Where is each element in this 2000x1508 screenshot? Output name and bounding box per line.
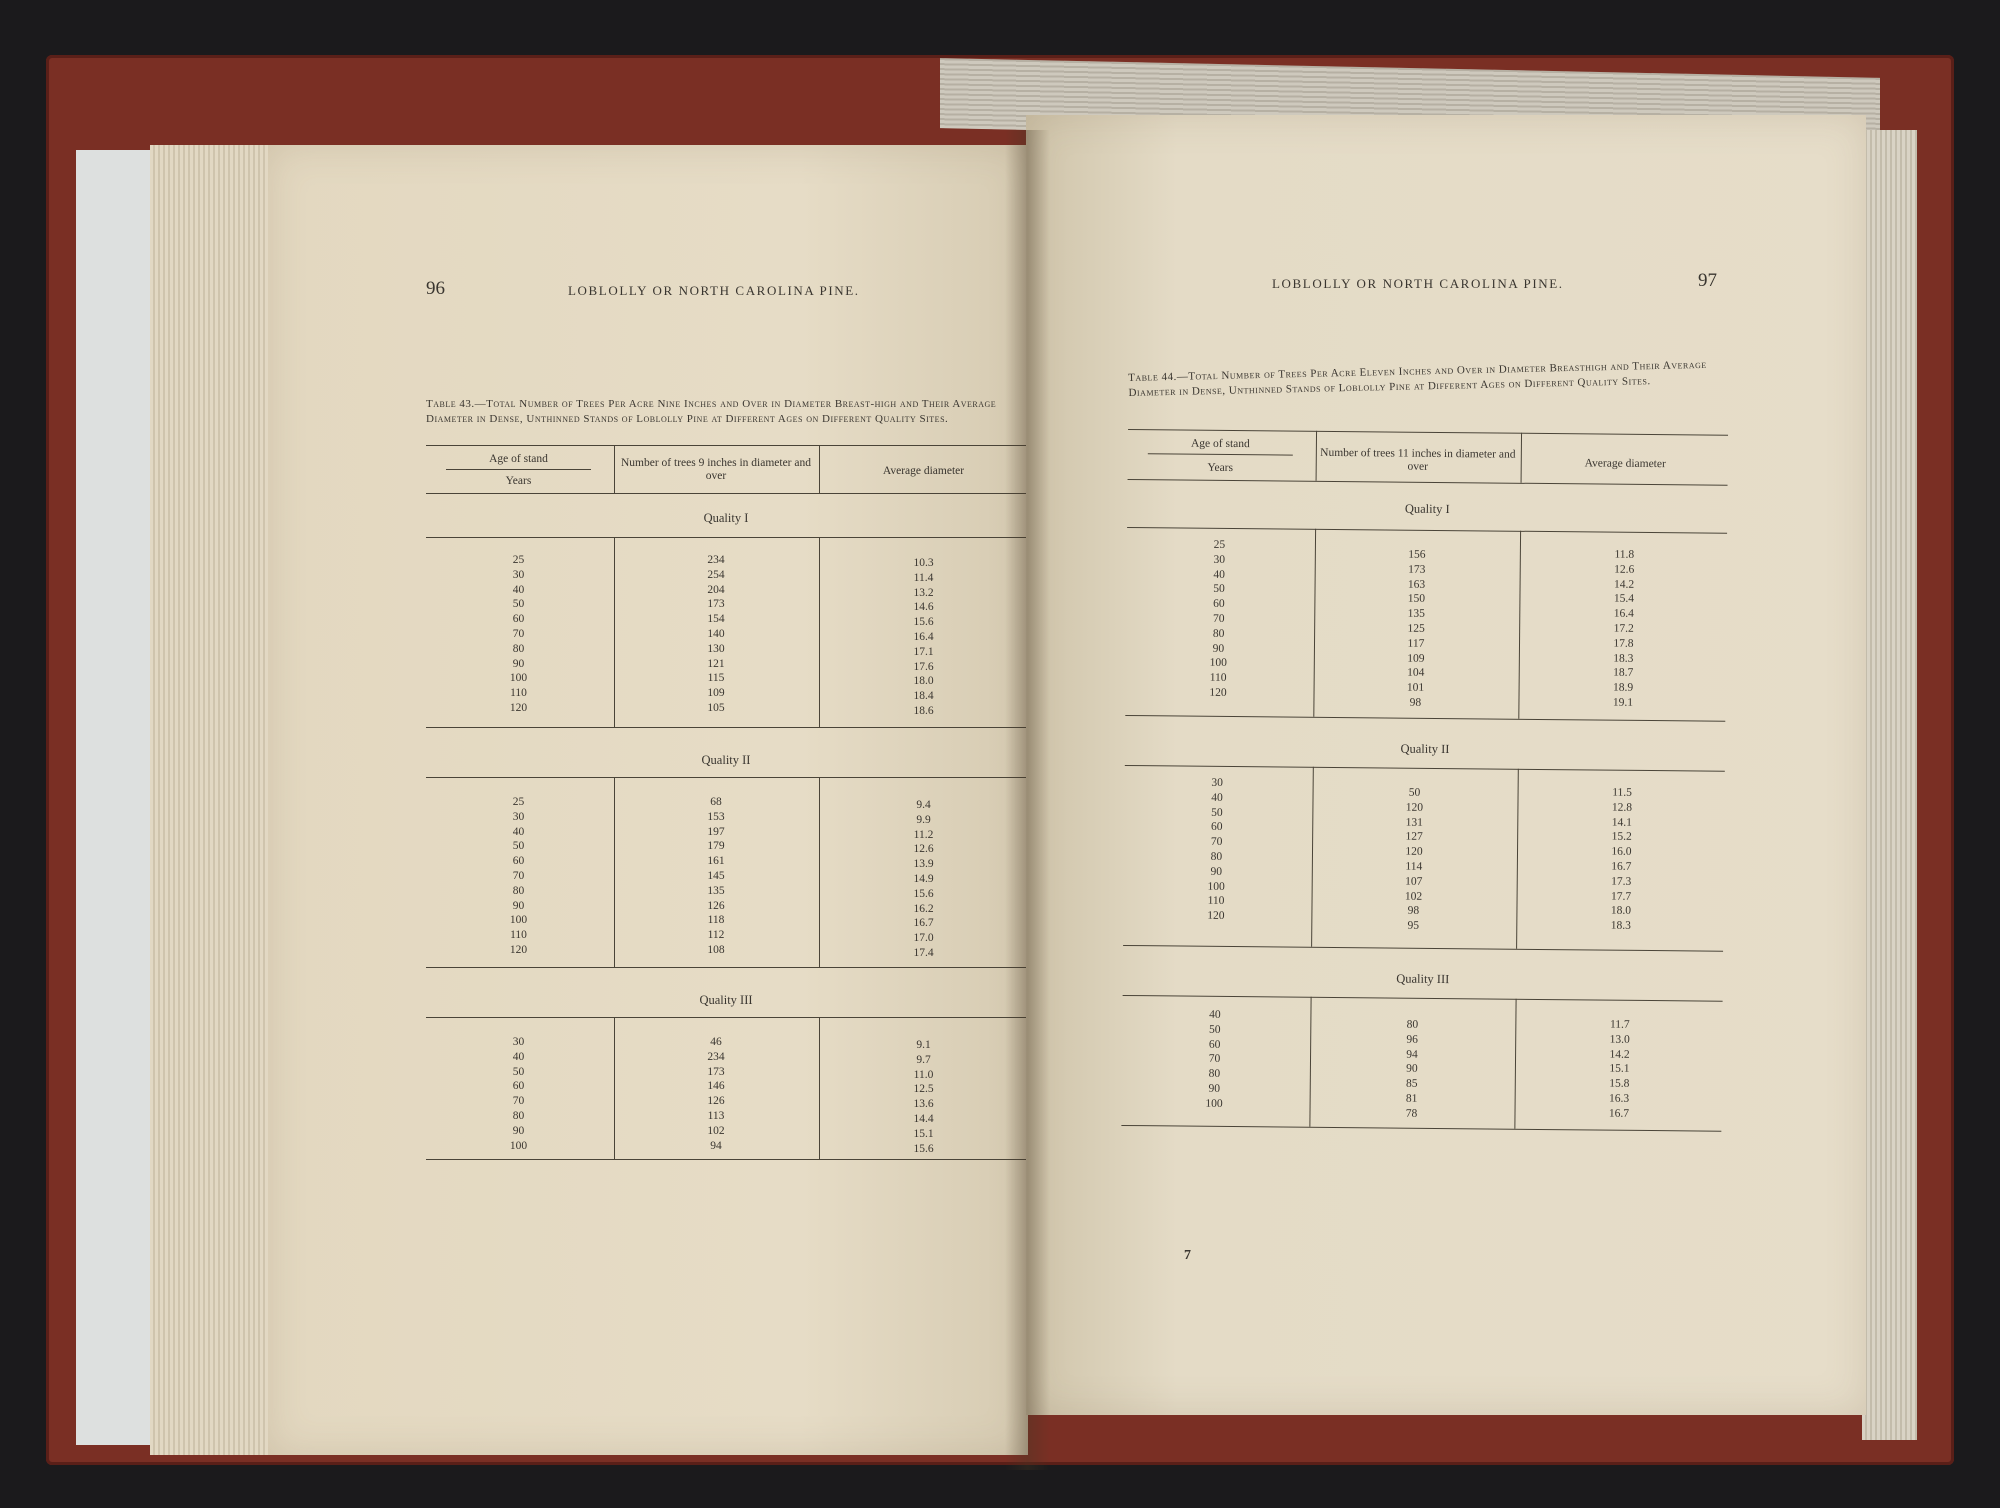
diameter-column: 10.3 11.4 13.2 14.6 15.6 16.4 17.1 17.6 18.0 18.4 18.6	[913, 557, 934, 717]
header-age: Age of stand	[489, 453, 548, 465]
header-years: Years	[1207, 461, 1234, 475]
quality-label: Quality II	[1400, 741, 1450, 757]
diameter-column: 11.7 13.0 14.2 15.1 15.8 16.3 16.7	[1608, 1018, 1630, 1120]
book-gutter	[1005, 130, 1050, 1470]
trees-column: 80 96 94 90 85 81 78	[1405, 1018, 1419, 1120]
header-age: Age of stand	[1190, 437, 1250, 451]
trees-column: 68 153 197 179 161 145 135 126 118 112 108	[707, 796, 725, 956]
page-edges-left	[150, 145, 270, 1455]
header-diameter: Average diameter	[1584, 457, 1666, 471]
diameter-column: 11.5 12.8 14.1 15.2 16.0 16.7 17.3 17.7 18.0 18.3	[1610, 786, 1633, 933]
age-column: 40 50 60 70 80 90 100	[1205, 1008, 1223, 1110]
trees-column: 50 120 131 127 120 114 107 102 98 95	[1404, 786, 1424, 932]
left-page	[268, 145, 1028, 1455]
header-trees: Number of trees 11 inches in diameter and over	[1320, 446, 1516, 473]
page-number: 97	[1698, 270, 1717, 291]
right-page	[1026, 115, 1866, 1415]
table-44	[1120, 435, 1728, 1301]
table-43	[426, 445, 1026, 1325]
age-column: 25 30 40 50 60 70 80 90 100 110 120	[1209, 538, 1227, 699]
page-number: 96	[426, 278, 445, 299]
page-edges-right	[1862, 130, 1917, 1440]
running-head: LOBLOLLY OR NORTH CAROLINA PINE.	[568, 283, 860, 298]
trees-column: 156 173 163 150 135 125 117 109 104 101 98	[1406, 548, 1426, 709]
trees-column: 46 234 173 146 126 113 102 94	[707, 1036, 725, 1152]
age-column: 30 40 50 60 70 80 90 100	[509, 1036, 528, 1152]
age-column: 25 30 40 50 60 70 80 90 100 110 120	[509, 796, 528, 956]
header-trees: Number of trees 9 inches in diameter and over	[620, 457, 811, 482]
header-years: Years	[505, 475, 532, 487]
diameter-column: 9.1 9.7 11.0 12.5 13.6 14.4 15.1 15.6	[913, 1039, 934, 1155]
table-caption: Table 44.—Total Number of Trees Per Acre Eleven Inches and Over in Diameter Breasthigh and Their Average Diameter in Dense, Unthinned Stands of Loblolly Pine at Different Ages on Different Quality Sites.	[1128, 358, 1707, 399]
trees-column: 234 254 204 173 154 140 130 121 115 109 105	[707, 554, 725, 714]
quality-label: Quality III	[699, 993, 753, 1007]
age-column: 30 40 50 60 70 80 90 100 110 120	[1207, 776, 1225, 923]
diameter-column: 9.4 9.9 11.2 12.6 13.9 14.9 15.6 16.2 16.7 17.0 17.4	[913, 799, 934, 959]
table-caption: Table 43.—Total Number of Trees Per Acre Nine Inches and Over in Diameter Breast-high and Their Average Diameter in Dense, Unthinned Stands of Loblolly Pine at Different Ages on Different Quality Sites.	[426, 398, 997, 425]
header-diameter: Average diameter	[882, 465, 965, 477]
signature-mark: 7	[1184, 1248, 1191, 1263]
quality-label: Quality I	[703, 511, 749, 525]
age-column: 25 30 40 50 60 70 80 90 100 110 120	[509, 554, 528, 714]
running-head: LOBLOLLY OR NORTH CAROLINA PINE.	[1272, 276, 1564, 291]
quality-label: Quality I	[1404, 501, 1450, 517]
quality-label: Quality II	[701, 753, 751, 767]
diameter-column: 11.8 12.6 14.2 15.4 16.4 17.2 17.8 18.3 18.7 18.9 19.1	[1612, 548, 1635, 709]
quality-label: Quality III	[1396, 971, 1450, 987]
